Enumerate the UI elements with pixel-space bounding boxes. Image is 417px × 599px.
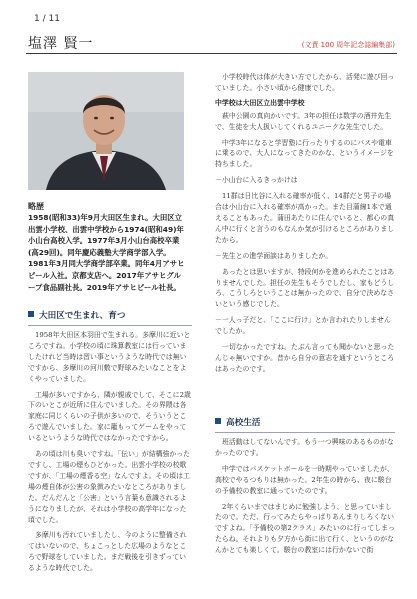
section-square-icon [28,311,34,317]
portrait-photo [28,72,184,190]
paragraph: 2年くらいまではまじめに勉強しよう、と思っていましたので。ただ、行ってみたらやっぱりあんまりしろくないですよね。「予備校の第2クラス」みたいのに行ってしまったらね。それよりも夕方から街に出て行く、というのがなんかとても楽しくて。駿台の教室には行かないで街 [215,502,395,555]
section-rule [28,325,192,326]
section-heading-childhood [28,309,125,321]
paragraph: あったとは思いますが、特段何かを進められたことはありませんでした。担任の先生もそうでしたし、家もどうしろ、こうしろということは無かったので、自分で決めなさいという感じでした。 [215,267,395,309]
paragraph: 中学3年になると学習塾に行ったりするのにバスや電車に乗るので、大人になってきたのかな、というイメージを持ちました。 [215,138,394,169]
subheading: 中学校は大田区立出雲中学校 [215,98,305,107]
header-rule [26,53,397,54]
right-column-bottom [215,437,395,556]
right-column-top [215,72,395,375]
left-column [28,330,192,574]
paragraph: 中学ではバスケットボールを一時期やっていましたが、高校でやるつもりは無かった。2年生の時から、夜に駿台の予備校の教室に通っていたのです。 [215,464,394,495]
paragraph: 多摩川も汚れていましたし、今のように整備されてはいないので、ちょこっとした広場のようなところで野球をしていました。まだ戦後を引きずっているような時代でした。 [28,531,187,573]
paragraph: 11群は日比谷に入れる確率が低く、14群だと男子の場合は小山台に入れる確率が高かった。また目蒲線1本で通えることもあった。蒲田あたりに住んでいると、都心の真ん中に行くと言うのもなんか気が引けるところがありましたから。 [215,192,395,244]
paragraph: 萩中公園の真向かいです。3年の担任は数学の酒井先生で、生徒を大人扱いしてくれるユニークな先生でした。 [215,111,392,131]
bio-text: 1958(昭和33)年9月大田区生まれ。大田区立出雲小学校、出雲中学校から1974(昭和49)年小山台高校入学。1977年3月小山台高校卒業 (高29回)。同年慶応義塾大学商学部入学。1981年3月同大学商学部卒業。同年4月アサヒビール入社。京都支店へ。2017年アサヒグループ食品副社長。2019年アサヒビール社長。 [28,213,185,292]
bio-heading: 略歴 [28,202,44,211]
paragraph: あの頃は川も臭いですね。「伝い」が結構強かったですし、工場の煙もひどかった。出雲小学校の校歌ですが、「工場の煙香る空」なんですよ。その頃は工場の煙自体が公害の象徴みたいなところがありました。だんだんと「公害」という言葉も意識されるようになりましたが、それは小学校の高学年になった頃でした。 [28,450,191,524]
person-name: 塩澤 賢一 [28,36,94,52]
paragraph: 一切なかったですね。たぶん言っても聞かないと思ったんじゃ無いですか。昔から自分の意志を通すというところはあったのです。 [215,343,395,373]
section-rule [215,432,395,433]
paragraph: 工場が多いですから、隣が親戚でして、そこに2歳下のいとこが近所に住んでいました。その界隈は各家庭に同じくらいの子供が多いので、そういうところで遊んでいました。家に籠もってゲームをやっているというような時代ではなかったですから。 [28,390,191,443]
section-square-icon [215,418,221,424]
paragraph: 小学校時代は体が大きい方でしたから、活発に遊び回っていました。小さい頃から健康でした。 [215,73,395,92]
question: －先生との進学面談はありましたか。 [215,251,333,260]
portrait-illustration [28,72,184,190]
question: －一人っ子だと、「ここに行け」とか言われたりしませんでしたか。 [215,316,391,336]
editorial-credit: (文責 100 周年記念誌編集部) [301,41,395,49]
question: －小山台に入るきっかけは [215,176,298,185]
section-heading-high-school [215,416,260,428]
paragraph: 班活動はしてないんです。もう一つ興味のあるものがなかったのです。 [215,438,394,457]
page-number: 1 / 11 [34,14,60,24]
paragraph: 1958年大田区本羽田で生まれる。多摩川に近いところですね。小学校の頃に珠算教室には行っていましたけれど当時は習い事というような時代では無いですから、多摩川の河川敷で野球みたいなことをよくやっていました。 [28,331,191,383]
section-title: 大田区で生まれ、育つ [39,311,126,321]
section-title: 高校生活 [226,418,261,428]
